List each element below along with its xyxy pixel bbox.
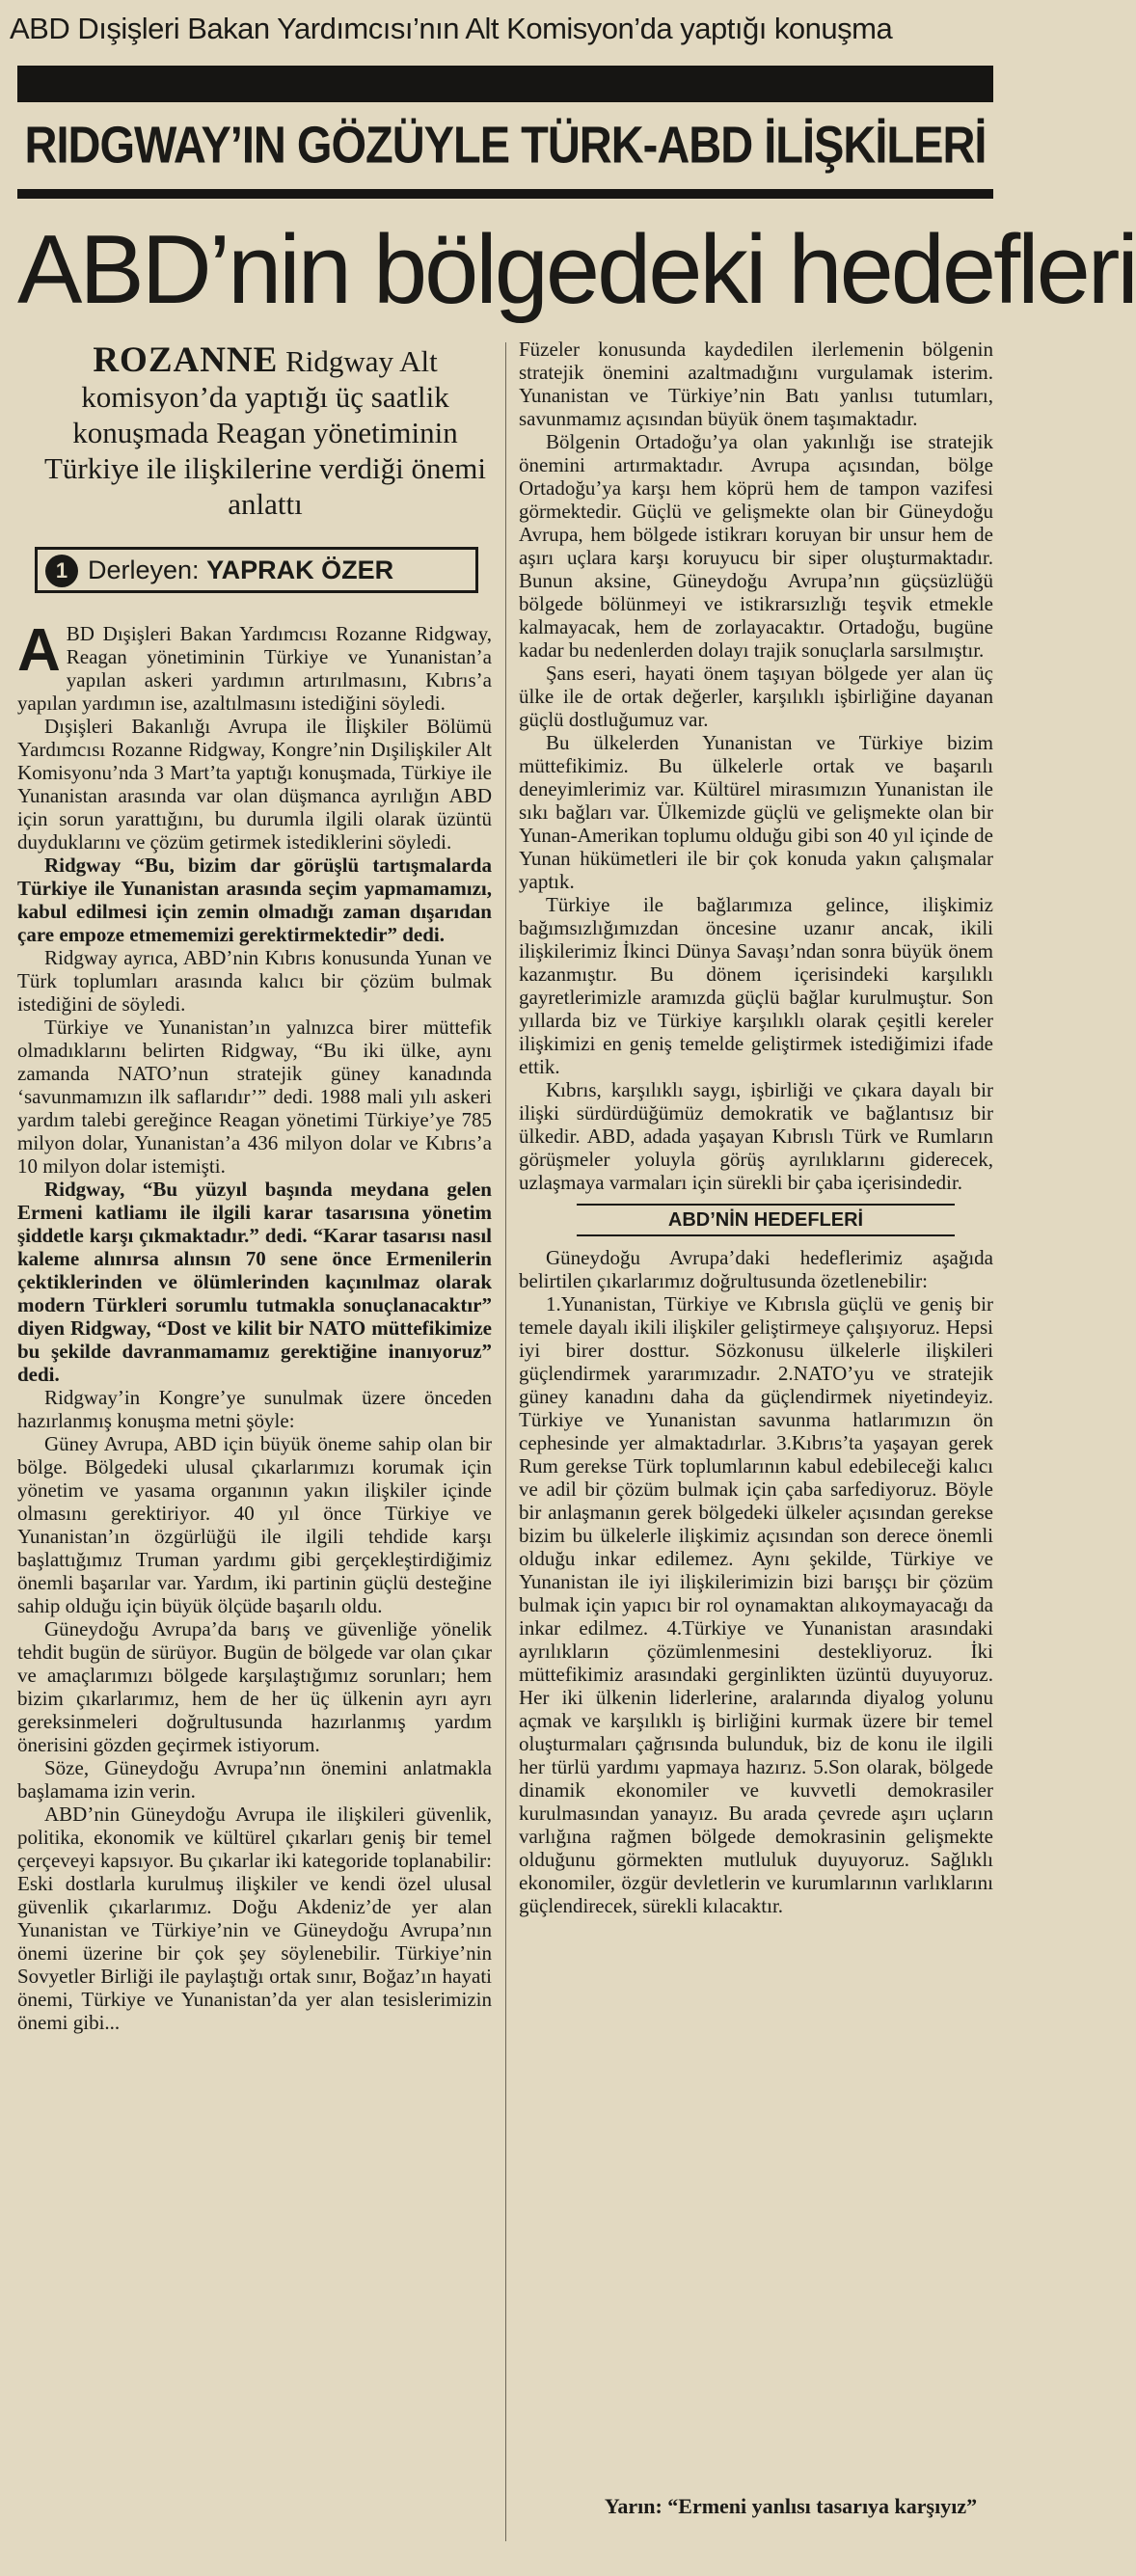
- supertitle: RIDGWAY’IN GÖZÜYLE TÜRK-ABD İLİŞKİLERİ: [24, 114, 987, 174]
- paragraph: Türkiye ile bağlarımıza gelince, ilişkimiz bağımsızlığımızdan öncesine uzanır ancak, ikili ilişkilerimiz İkinci Dünya Savaşı’ndan sonra büyük önem kazanmıştır. Bu dönem içerisindeki karşılıklı gayretlerimizle aramızda güçlü bağlar kurulmuştur. Son yıllarda biz ve Türkiye karşılıklı olarak çeşitli kereler ilişkimizi en geniş temelde geliştirmek istediğimizi ifade ettik.: [519, 893, 993, 1078]
- paragraph: Güneydoğu Avrupa’daki hedeflerimiz aşağıda belirtilen çıkarlarımız doğrultusunda özetlenebilir:: [519, 1246, 993, 1292]
- right-column: [519, 338, 993, 2546]
- paragraph: Söze, Güneydoğu Avrupa’nın önemini anlatmakla başlamama izin verin.: [17, 1756, 492, 1803]
- paragraph: Ridgway, “Bu yüzyıl başında meydana gelen Ermeni katliamı ile ilgili karar tasarısına yönetim şiddetle karşı çıkmaktadır.” dedi. “Karar tasarısı nasıl kaleme alınırsa alınsın 70 sene önce Ermenilerin çektiklerinden ve ölümlerinden kaçınılmaz olarak modern Türkleri sorumlu tutmakla sonuçlanacaktır” diyen Ridgway, “Dost ve kilit bir NATO müttefikimize bu şekilde davranmamamız gerektiğine inanıyoruz” dedi.: [17, 1178, 492, 1386]
- headline: ABD’nin bölgedeki hedefleri: [17, 216, 1136, 324]
- paragraph: Güneydoğu Avrupa’da barış ve güvenliğe yönelik tehdit bugün de sürüyor. Bugün de bölgede var olan çıkar ve amaçlarımızı bölgede karşılaştığımız sorunları; hem bizim çıkarlarımız, hem de her üç ülkenin ayrı ayrı gereksinmeleri doğrultusunda hazırlanmış yardım önerisini gözden geçirmek istiyorum.: [17, 1617, 492, 1756]
- byline: [39, 342, 492, 522]
- section-subhead: ABD’NİN HEDEFLERİ: [577, 1204, 955, 1236]
- compiler-label: Derleyen:: [88, 556, 207, 584]
- top-rule: [17, 66, 993, 102]
- paragraph: Güney Avrupa, ABD için büyük öneme sahip olan bir bölge. Bölgedeki ulusal çıkarlarımızı korumak için yönetim ve yasama organının yakın ilişkiler içinde olmasını gerektiriyor. 40 yıl önce Türkiye ve Yunanistan’ın özgürlüğü ile ilgili tehdide karşı başlattığımız Truman yardımı gibi gerçekleştirdiğimiz önemli başarılar var. Yardım, iki partinin güçlü desteğine sahip olduğu için büyük ölçüde başarılı oldu.: [17, 1432, 492, 1617]
- paragraph: Türkiye ve Yunanistan’ın yalnızca birer müttefik olmadıklarını belirten Ridgway, “Bu iki ülke, aynı zamanda NATO’nun stratejik güney kanadında ‘savunmamızın ilk saflarıdır’” dedi. 1988 mali yılı askeri yardım talebi gereğince Reagan yönetimi Türkiye’ye 785 milyon dolar, Yunanistan’a 436 milyon dolar ve Kıbrıs’a 10 milyon dolar istemişti.: [17, 1016, 492, 1178]
- paragraph: Ridgway ayrıca, ABD’nin Kıbrıs konusunda Yunan ve Türk toplumları arasında kalıcı bir çözüm bulmak istediğini de söyledi.: [17, 946, 492, 1016]
- left-column: [17, 617, 492, 2541]
- byline-name: ROZANNE: [93, 340, 279, 380]
- paragraph: Dışişleri Bakanlığı Avrupa ile İlişkiler Bölümü Yardımcısı Rozanne Ridgway, Kongre’nin Dışilişkiler Alt Komisyonu’nda 3 Mart’ta yaptığı konuşmada, Türkiye ile Yunanistan arasında var olan düşmanca ayrılığın ABD için sorun yarattığını, bu durumla ilgili olarak üzüntü duyduklarını ve çözüm getirmek istediklerini söyledi.: [17, 715, 492, 854]
- kicker: ABD Dışişleri Bakan Yardımcısı’nın Alt Komisyon’da yaptığı konuşma: [10, 12, 893, 45]
- paragraph: 1.Yunanistan, Türkiye ve Kıbrısla güçlü ve geniş bir temele dayalı ikili ilişkiler geliştirmeye çalışıyoruz. Hepsi iyi birer dosttur. Sözkonusu ülkelerle ilişkileri güçlendirmek yararımızadır. 2.NATO’yu ve stratejik güney kanadını daha da güçlendirmek niyetindeyiz. Türkiye ve Yunanistan savunma hatlarımızın ön cephesinde yer almaktadırlar. 3.Kıbrıs’ta yaşayan gerek Rum gerekse Türk toplumlarının kabul edebileceği kalıcı ve adil bir çözüm bulmak için çaba sarfediyoruz. Böyle bir anlaşmanın gerek bölgedeki ülkeler açısından gerekse bizim bu ülkelerle ilişkimiz açısından son derece önemli olduğu inkar edilemez. Aynı şekilde, Türkiye ve Yunanistan ile iyi ilişkilerimizin bizi barışçı bir çözüm bulmak için yapıcı bir rol oynamaktan alıkoymayacağı da inkar edilmez. 4.Türkiye ve Yunanistan arasındaki ayrılıkların çözümlenmesini destekliyoruz. İki müttefikimiz arasındaki gerginlikten üzüntü duyuyoruz. Her iki ülkenin liderlerine, aralarında diyalog yolunu açmak ve karşılıklı iş birliğini kurmak üzere bir temel oluşturmaları çağrısında bulunduk, biz de konu ile ilgili her türlü yardımı yapmaya hazırız. 5.Son olarak, bölgede dinamik ekonomiler ve kuvvetli demokrasiler kurulmasından yanayız. Bu arada çevrede aşırı uçların varlığına rağmen bölgede demokrasinin gelişmekte olduğunu görmekten mutluluk duyuyoruz. Sağlıklı ekonomiler, özgür devletlerin ve kurumlarının varlıklarını güçlendirecek, sürekli kılacaktır.: [519, 1292, 993, 1917]
- paragraph: Füzeler konusunda kaydedilen ilerlemenin bölgenin stratejik önemini azaltmadığını vurgulamak isterim. Yunanistan ve Türkiye’nin Batı yanlısı tutumları, savunmamız açısından büyük önem taşımaktadır.: [519, 338, 993, 430]
- paragraph: Şans eseri, hayati önem taşıyan bölgede yer alan üç ülke ile de ortak değerler, karşılıklı işbirliğine dayanan güçlü dostluğumuz var.: [519, 662, 993, 731]
- paragraph: Ridgway “Bu, bizim dar görüşlü tartışmalarda Türkiye ile Yunanistan arasında seçim yapmamamızı, kabul edilmesi için zemin olmadığı zaman dışarıdan çare empoze etmememizi gerektirmektedir” dedi.: [17, 854, 492, 946]
- paragraph: Bölgenin Ortadoğu’ya olan yakınlığı ise stratejik önemini artırmaktadır. Avrupa açısından, bölge Ortadoğu’ya karşı hem köprü hem de tampon vazifesi görmektedir. Güçlü ve gelişmekte olan bir Güneydoğu Avrupa, hem bölgede istikrarı koruyan bir unsur hem de aşırı uçlara karşı koruyucu bir siper oluşturmaktadır. Bunun aksine, Güneydoğu Avrupa’nın güçsüzlüğü bölgede bölünmeyi ve istikrarsızlığı teşvik etmekle kalmayacak, hem de zorlayacaktır. Ortadoğu, bugüne kadar bu nedenlerden dolayı trajik sonuçlarla sarsılmıştır.: [519, 430, 993, 662]
- paragraph: Bu ülkelerden Yunanistan ve Türkiye bizim müttefikimiz. Bu ülkelerle ortak ve başarılı deneyimlerimiz var. Kültürel mirasımızın Yunanistan ile sıkı bağları var. Ülkemizde güçlü ve gelişmekte olan bir Yunan-Amerikan toplumu olduğu gibi son 40 yıl içinde de Yunan hükümetleri ile bir çok konuda yakın çalışmalar yaptık.: [519, 731, 993, 893]
- column-divider: [505, 342, 506, 2541]
- compiler-name: YAPRAK ÖZER: [206, 556, 394, 584]
- byline-text: Ridgway Alt komisyon’da yaptığı üç saatlik konuşmada Reagan yönetiminin Türkiye ile ilişkilerine verdiği önemi anlattı: [44, 344, 486, 521]
- compiler-box: [35, 547, 478, 593]
- continuation-note: Yarın: “Ermeni yanlısı tasarıya karşıyız”: [604, 2494, 978, 2518]
- paragraph: ABD’nin Güneydoğu Avrupa ile ilişkileri güvenlik, politika, ekonomik ve kültürel çıkarları geniş bir temel çerçeveyi kapsıyor. Bu çıkarlar iki kategoride toplanabilir: Eski dostlarla kurulmuş ilişkiler ve kendi özel ulusal güvenlik çıkarlarımız. Doğu Akdeniz’de yer alan Yunanistan ve Türkiye’nin ve Güneydoğu Avrupa’nın önemi üzerine bir çok şey söylenebilir. Türkiye’nin Sovyetler Birliği ile paylaştığı ortak sınır, Boğaz’ın hayati önemi, Türkiye ve Yunanistan’da yer alan tesislerimizin önemi gibi...: [17, 1803, 492, 2034]
- paragraph: BD Dışişleri Bakan Yardımcısı Rozanne Ridgway, Reagan yönetiminin Türkiye ve Yunanistan’a yapılan askeri yardımın artırılmasını, Kıbrıs’a yapılan yardımın ise, azaltılmasını istediğini söyledi.: [17, 622, 492, 715]
- drop-cap: A: [17, 617, 61, 684]
- paragraph: Kıbrıs, karşılıklı saygı, işbirliği ve çıkara dayalı bir ilişki sürdürdüğümüz demokratik ve bağlantısız bir ülkedir. ABD, adada yaşayan Kıbrıslı Türk ve Rumların görüşmeler yoluyla görüş ayrılıklarını giderecek, uzlaşmaya varmaları için sürekli bir çaba içerisindedir.: [519, 1078, 993, 1194]
- paragraph: Ridgway’in Kongre’ye sunulmak üzere önceden hazırlanmış konuşma metni şöyle:: [17, 1386, 492, 1432]
- part-number: 1: [45, 555, 78, 587]
- rule-under-supertitle: [17, 189, 993, 199]
